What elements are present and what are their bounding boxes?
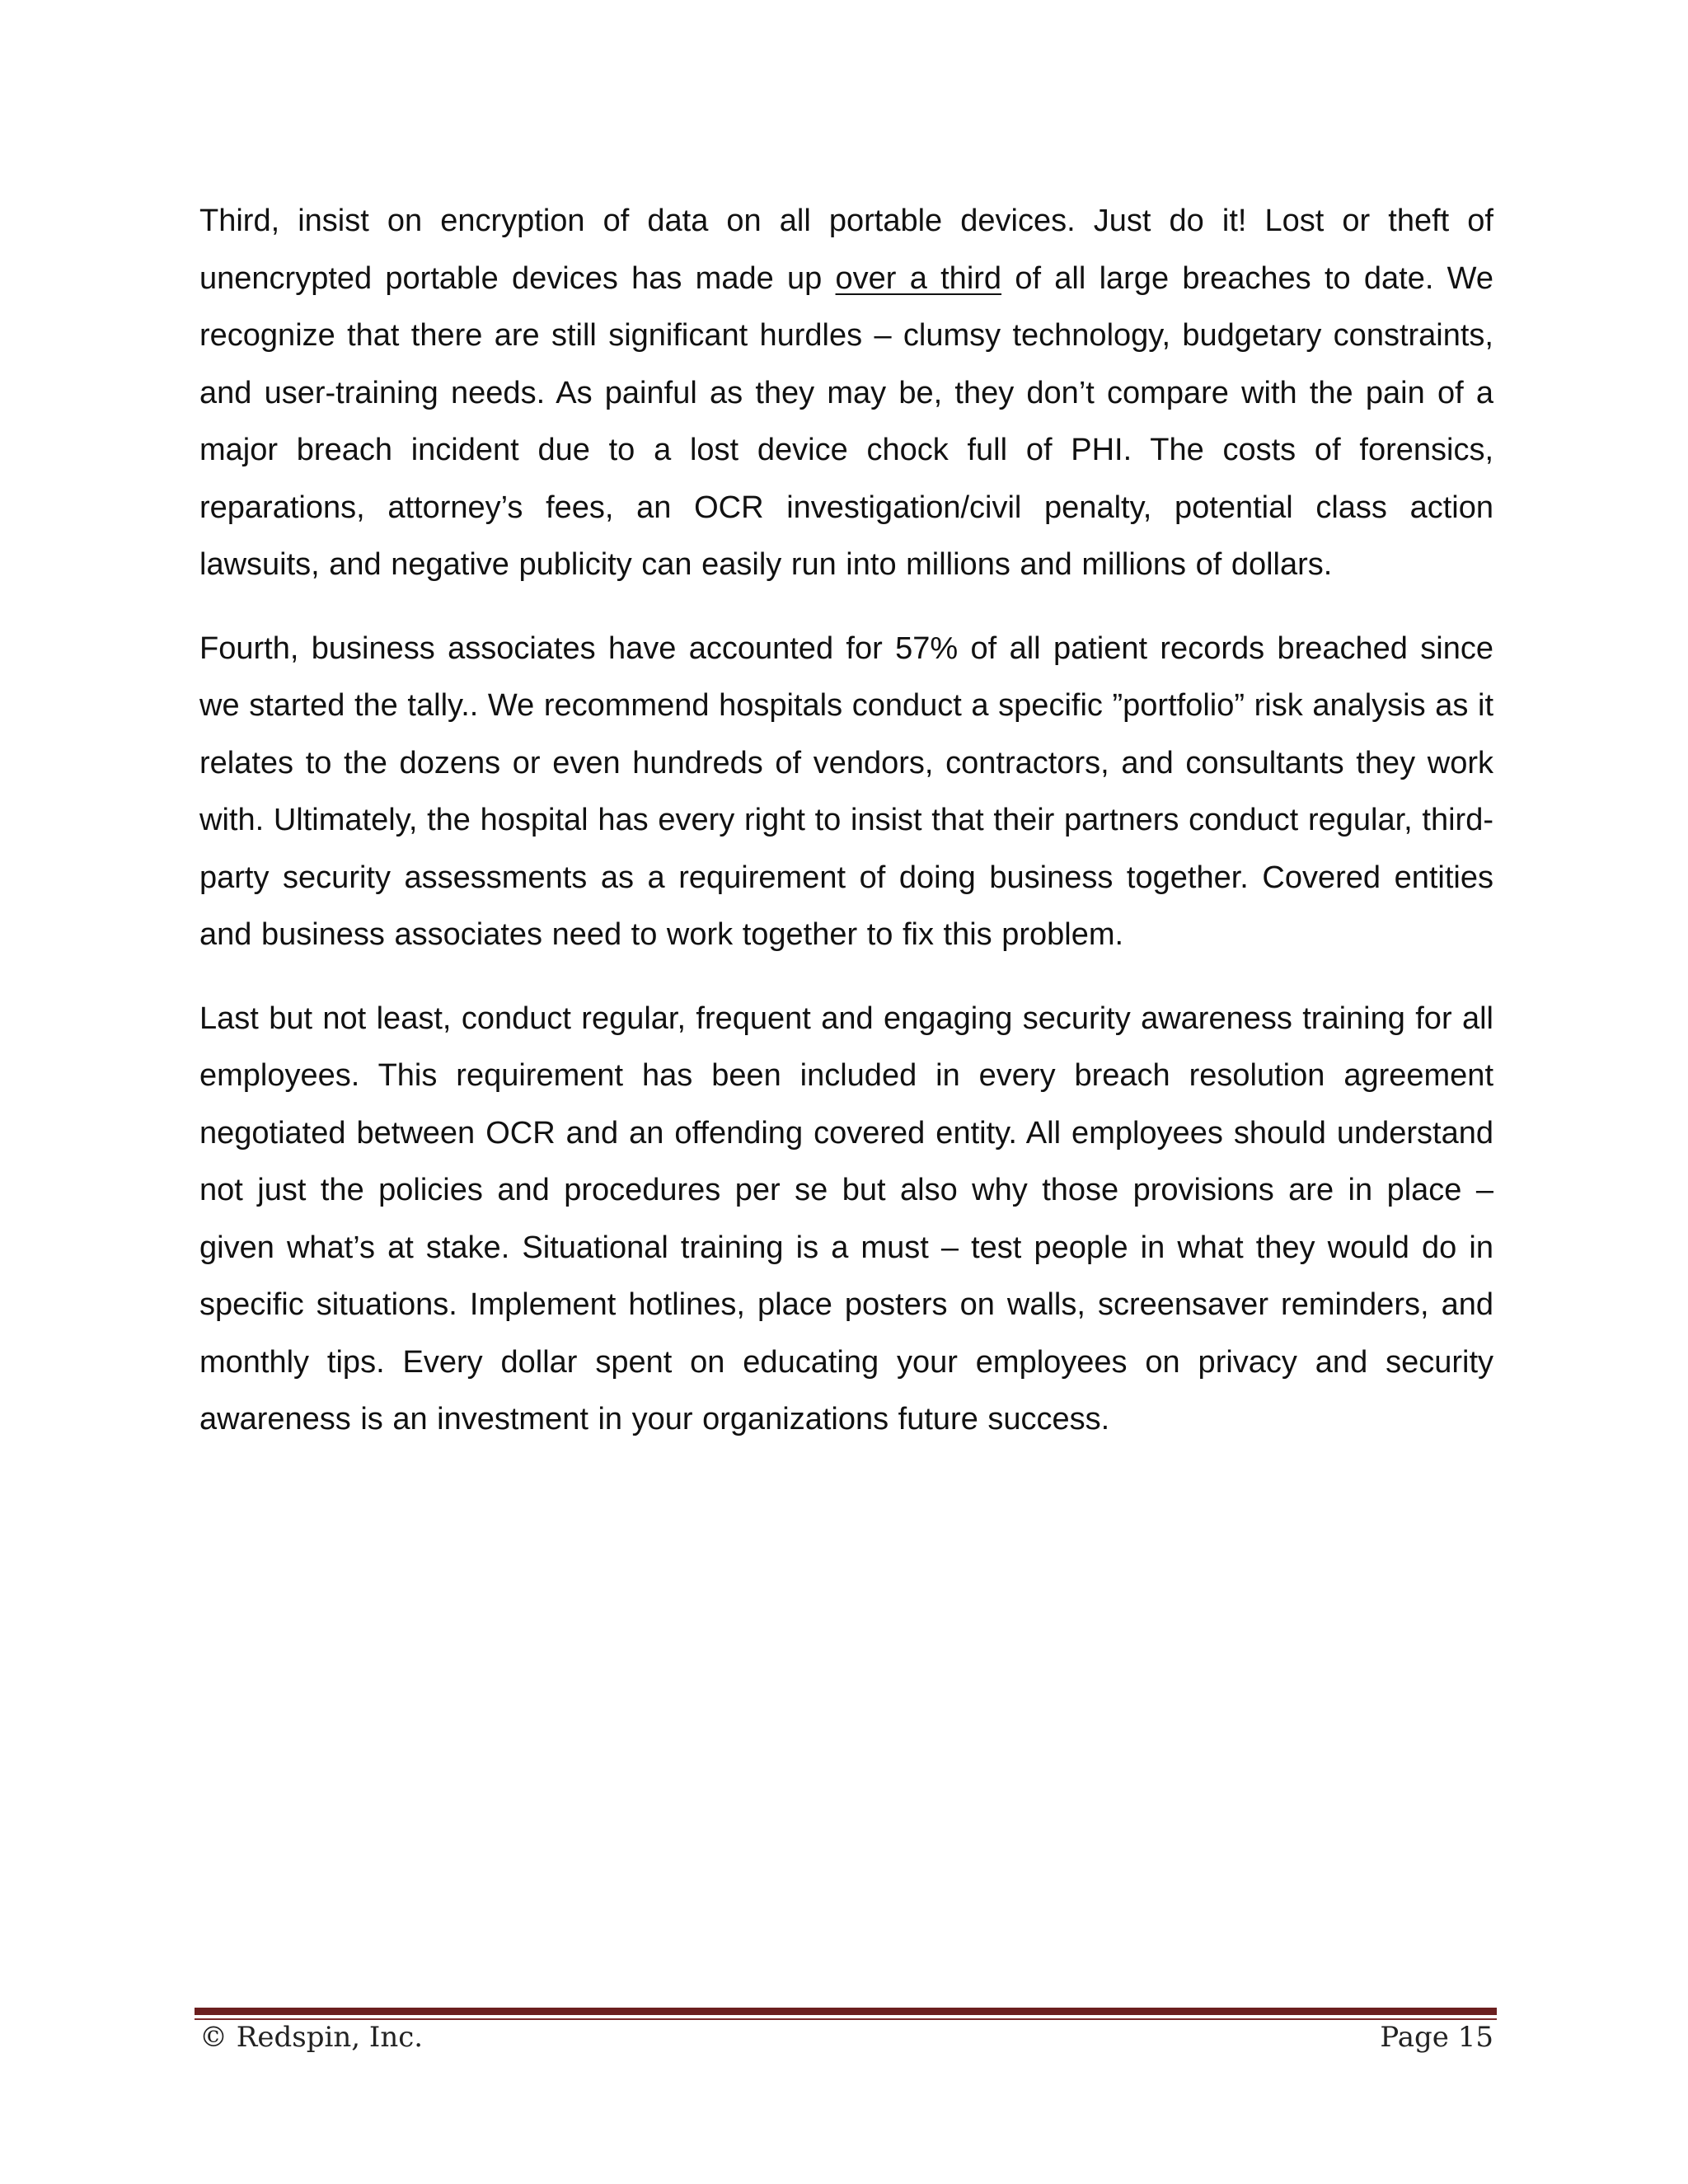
page-footer xyxy=(199,2021,1493,2067)
footer-rule-thin xyxy=(195,2018,1497,2020)
footer-page-number: Page 15 xyxy=(1380,2021,1493,2054)
paragraph-encryption-text-before: Third, insist on encryption of data on all portable devices. Just do it! Lost or theft of unencrypted portable devices has made up xyxy=(199,204,1493,296)
paragraph-security-training: Last but not least, conduct regular, frequent and engaging security awareness training for all employees. This requirement has been included in every breach resolution agreement negotiated between OCR and an offending covered entity. All employees should understand not just the policies and procedures per se but also why those provisions are in place – given what’s at stake. Situational training is a must – test people in what they would do in specific situations. Implement hotlines, place posters on walls, screensaver reminders, and monthly tips. Every dollar spent on educating your employees on privacy and security awareness is an investment in your organizations future success. xyxy=(199,1001,1493,1436)
paragraph-encryption xyxy=(199,193,1493,594)
over-a-third-link[interactable]: over a third xyxy=(835,260,1002,296)
body-content xyxy=(199,193,1493,1475)
paragraph-business-associates: Fourth, business associates have accounted for 57% of all patient records breached since we started the tally.. We recommend hospitals conduct a specific ”portfolio” risk analysis as it relates to the dozens or even hundreds of vendors, contractors, and consultants they work with. Ultimately, the hospital has every right to insist that their partners conduct regular, third-party security assessments as a requirement of doing business together. Covered entities and business associates need to work together to fix this problem. xyxy=(199,630,1493,952)
footer-rule-thick xyxy=(195,2008,1497,2015)
paragraph-encryption-text-after: of all large breaches to date. We recognize that there are still significant hurdles – clumsy technology, budgetary constraints, and user-training needs. As painful as they may be, they don’t compare with the pain of a major breach incident due to a lost device chock full of PHI. The costs of forensics, reparations, attorney’s fees, an OCR investigation/civil penalty, potential class action lawsuits, and negative publicity can easily run into millions and millions of dollars. xyxy=(199,260,1493,582)
footer-copyright: © Redspin, Inc. xyxy=(199,2021,424,2054)
